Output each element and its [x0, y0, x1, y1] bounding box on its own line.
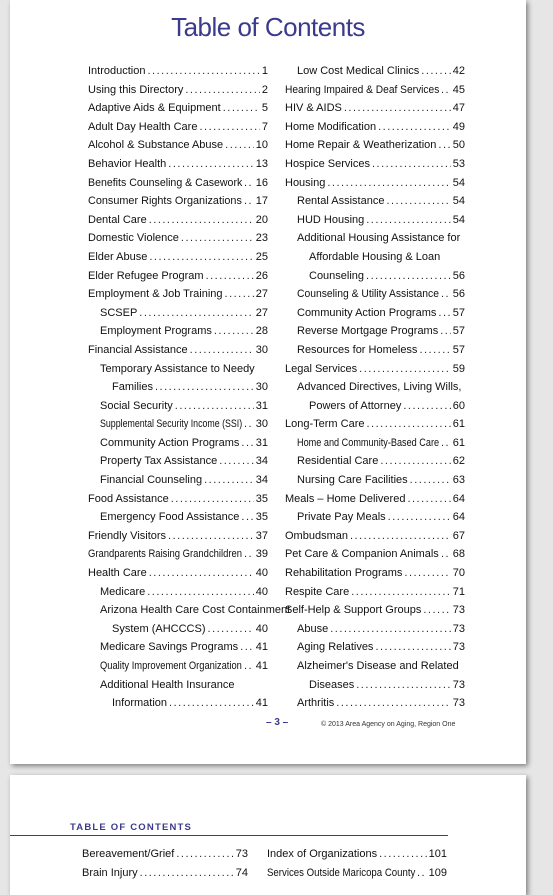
dot-leader	[366, 267, 451, 286]
toc-entry-label: Community Action Programs	[100, 436, 240, 449]
toc-entry	[285, 192, 465, 211]
dot-leader	[441, 545, 451, 564]
heading-divider	[10, 835, 448, 836]
dot-leader	[208, 620, 254, 639]
dot-leader	[147, 583, 254, 602]
toc-entry-page: 73	[452, 604, 465, 617]
toc-entry	[285, 397, 465, 416]
dot-leader	[149, 248, 253, 267]
toc-entry-label: Advanced Directives, Living Wills,	[297, 381, 462, 394]
dot-leader	[225, 285, 254, 304]
toc-entry	[88, 211, 268, 230]
toc-entry-page: 47	[452, 102, 465, 115]
toc-entry-label: Dental Care	[88, 213, 147, 226]
toc-entry-page: 35	[255, 492, 268, 505]
toc-entry	[88, 527, 268, 546]
copyright-notice: © 2013 Area Agency on Aging, Region One	[321, 721, 456, 728]
toc-entry-page: 41	[255, 641, 268, 654]
toc-entry	[285, 452, 465, 471]
toc-entry-label: Additional Housing Assistance for	[297, 232, 461, 245]
toc-entry	[285, 434, 465, 453]
dot-leader	[204, 471, 254, 490]
toc-entry	[82, 845, 248, 864]
toc-entry-label: Alzheimer's Disease and Related	[297, 660, 459, 672]
toc-entry	[285, 322, 465, 341]
toc-entry	[88, 229, 268, 248]
toc-entry	[88, 192, 268, 211]
dot-leader	[199, 118, 259, 137]
toc-entry-label: Arthritis	[297, 697, 335, 710]
toc-entry	[267, 864, 447, 883]
toc-entry-page: 16	[255, 176, 268, 189]
toc-entry-page: 56	[452, 269, 465, 282]
toc-entry-label: Self-Help & Support Groups	[285, 604, 422, 617]
toc-entry-page: 54	[452, 195, 465, 208]
toc-entry-label: SCSEP	[100, 306, 138, 319]
dot-leader	[379, 845, 427, 864]
toc-entry-page: 54	[452, 176, 465, 189]
toc-entry-label: Additional Health Insurance	[100, 678, 235, 691]
toc-entry-page: 30	[255, 343, 268, 356]
toc-entry-page: 31	[255, 436, 268, 449]
toc-entry-page: 30	[255, 381, 268, 394]
toc-entry-page: 39	[255, 548, 268, 561]
toc-entry-page: 31	[255, 399, 268, 412]
toc-left-column	[88, 62, 291, 713]
dot-leader	[140, 864, 234, 883]
toc-entry-label: Reverse Mortgage Programs	[297, 325, 439, 338]
dot-leader	[327, 174, 450, 193]
toc-entry-label: Alcohol & Substance Abuse	[88, 139, 224, 152]
toc-entry	[88, 360, 268, 379]
toc-entry-label: Financial Assistance	[88, 343, 188, 356]
toc-entry-label: Temporary Assistance to Needy	[100, 362, 255, 375]
dot-leader	[336, 694, 450, 713]
toc-entry-label: Behavior Health	[88, 157, 167, 170]
toc-entry-page: 50	[452, 139, 465, 152]
toc-entry-label: Counseling	[309, 269, 365, 282]
dot-leader	[185, 81, 260, 100]
toc-entry-label: Bereavement/Grief	[82, 848, 175, 860]
dot-leader	[225, 136, 254, 155]
dot-leader	[214, 322, 254, 341]
toc-entry	[88, 434, 268, 453]
toc-entry-label: Elder Refugee Program	[88, 269, 204, 282]
toc-entry-page: 73	[235, 848, 248, 860]
dot-leader	[438, 304, 450, 323]
toc-entry	[88, 99, 268, 118]
toc-entry-page: 54	[452, 213, 465, 226]
toc-entry-label: Employment Programs	[100, 325, 212, 338]
dot-leader	[350, 527, 451, 546]
dot-leader	[181, 229, 254, 248]
toc-entry-label: Services Outside Maricopa County	[267, 866, 416, 879]
toc-entry-label: Emergency Food Assistance	[100, 511, 240, 524]
toc-entry-label: Pet Care & Companion Animals	[285, 548, 439, 561]
toc-entry	[88, 694, 268, 713]
toc-entry	[88, 676, 268, 695]
toc-entry-label: Index of Organizations	[267, 848, 378, 860]
toc-entry-label: Ombudsman	[285, 529, 348, 542]
dot-leader	[223, 99, 260, 118]
toc-entry-page: 41	[255, 660, 268, 672]
toc-entry-label: Home and Community-Based Care	[297, 436, 440, 449]
dot-leader	[139, 304, 253, 323]
toc-entry-label: Resources for Homeless	[297, 343, 418, 356]
dot-leader	[171, 490, 254, 509]
toc-entry-page: 67	[452, 529, 465, 542]
dot-leader	[244, 545, 254, 564]
toc-entry-page: 40	[255, 622, 268, 635]
toc-entry-page: 64	[452, 492, 465, 505]
toc-entry-page: 73	[452, 678, 465, 691]
toc-entry-page: 34	[255, 474, 268, 487]
toc-entry	[285, 118, 465, 137]
toc-entry-page: 35	[255, 511, 268, 524]
toc-entry-page: 63	[452, 474, 465, 487]
toc-entry-page: 45	[452, 83, 465, 96]
dot-leader	[240, 638, 254, 657]
toc-entry-page: 64	[452, 511, 465, 524]
toc-entry-page: 61	[452, 436, 465, 449]
toc-entry	[88, 545, 268, 564]
toc-entry-label: Rehabilitation Programs	[285, 567, 403, 580]
toc-entry	[88, 452, 268, 471]
toc-entry-page: 56	[452, 288, 465, 301]
toc-entry-label: Friendly Visitors	[88, 529, 167, 542]
dot-leader	[388, 508, 451, 527]
toc-entry-page: 62	[452, 455, 465, 468]
toc-entry	[88, 136, 268, 155]
toc-entry	[285, 174, 465, 193]
toc-entry-page: 41	[255, 697, 268, 710]
dot-leader	[344, 99, 451, 118]
toc-entry-label: Powers of Attorney	[309, 399, 402, 412]
toc-entry	[88, 155, 268, 174]
toc-entry	[88, 620, 268, 639]
toc-entry	[285, 304, 465, 323]
toc-entry-label: HIV & AIDS	[285, 102, 342, 115]
toc-entry-page: 60	[452, 399, 465, 412]
toc-entry-page: 61	[452, 418, 465, 431]
toc-entry-label: Medicare Savings Programs	[100, 641, 239, 654]
toc-entry-label: System (AHCCCS)	[112, 622, 206, 635]
toc-entry-label: Nursing Care Facilities	[297, 474, 408, 487]
toc-entry	[285, 490, 465, 509]
toc-entry	[88, 397, 268, 416]
dot-leader	[351, 583, 451, 602]
toc-entry	[88, 508, 268, 527]
dot-leader	[441, 81, 451, 100]
toc-entry-label: Rental Assistance	[297, 195, 385, 208]
toc-entry	[82, 864, 248, 883]
toc-entry-page: 2	[261, 83, 268, 96]
toc-entry-page: 5	[261, 102, 268, 115]
dot-leader	[149, 211, 254, 230]
toc-entry-page: 42	[452, 65, 465, 77]
toc-entry	[285, 601, 465, 620]
dot-leader	[366, 415, 450, 434]
dot-leader	[244, 174, 254, 193]
toc-entry	[88, 415, 268, 434]
toc-entry	[88, 285, 268, 304]
dot-leader	[244, 192, 254, 211]
toc-entry-label: Private Pay Meals	[297, 511, 386, 524]
toc-entry-label: Home Repair & Weatherization	[285, 139, 437, 152]
dot-leader	[190, 341, 254, 360]
toc-entry-label: Families	[112, 381, 153, 394]
toc-entry-page: 109	[428, 866, 447, 879]
dot-leader	[168, 527, 254, 546]
toc-entry-page: 40	[255, 585, 268, 598]
toc-entry-label: Elder Abuse	[88, 250, 148, 263]
toc-entry-label: Housing	[285, 176, 326, 189]
toc-entry-page: 13	[255, 157, 268, 170]
toc-entry-page: 25	[255, 250, 268, 263]
toc-entry	[285, 620, 465, 639]
toc-entry-page: 27	[255, 306, 268, 319]
dot-leader	[149, 564, 254, 583]
toc-entry	[285, 341, 465, 360]
toc-entry	[285, 267, 465, 286]
dot-leader	[241, 508, 253, 527]
toc-entry-label: Medicare	[100, 585, 146, 598]
toc-entry-label: Social Security	[100, 399, 173, 412]
toc-right-column	[285, 62, 465, 713]
dot-leader	[440, 322, 451, 341]
toc-entry-label: Brain Injury	[82, 866, 138, 879]
toc-entry	[285, 471, 465, 490]
toc-entry-page: 101	[428, 848, 447, 860]
toc-entry-label: Domestic Violence	[88, 232, 179, 245]
dot-leader	[359, 360, 451, 379]
toc-entry-label: Legal Services	[285, 362, 358, 375]
toc-entry-page: 34	[255, 455, 268, 468]
toc-entry	[285, 564, 465, 583]
toc-entry-label: Community Action Programs	[297, 306, 437, 319]
toc-entry	[88, 471, 268, 490]
dot-leader	[375, 638, 450, 657]
toc-entry-page: 7	[261, 120, 268, 133]
toc-entry-page: 37	[255, 529, 268, 542]
toc-entry	[285, 378, 465, 397]
dot-leader	[169, 694, 254, 713]
toc-entry-page: 49	[452, 120, 465, 133]
toc-entry-label: Long-Term Care	[285, 418, 365, 431]
toc-entry	[285, 415, 465, 434]
toc-entry-label: Abuse	[297, 622, 329, 635]
dot-leader	[176, 845, 233, 864]
toc-entry-label: Hearing Impaired & Deaf Services	[285, 83, 440, 96]
toc-entry-label: Affordable Housing & Loan	[309, 250, 441, 263]
toc-left-column	[82, 845, 248, 882]
toc-entry	[88, 62, 268, 81]
toc-entry-page: 17	[255, 195, 268, 208]
toc-entry-page: 59	[452, 362, 465, 375]
dot-leader	[168, 155, 253, 174]
toc-entry	[285, 545, 465, 564]
dot-leader	[244, 415, 254, 434]
toc-entry	[285, 360, 465, 379]
toc-entry	[285, 99, 465, 118]
toc-entry-page: 70	[452, 567, 465, 580]
dot-leader	[421, 62, 450, 81]
page-number: – 3 –	[266, 717, 289, 728]
toc-entry	[88, 583, 268, 602]
toc-entry-page: 40	[255, 567, 268, 580]
toc-entry-label: Health Care	[88, 567, 147, 580]
dot-leader	[410, 471, 451, 490]
toc-entry-page: 73	[452, 697, 465, 710]
toc-entry-label: Adaptive Aids & Equipment	[88, 102, 221, 115]
dot-leader	[407, 490, 450, 509]
toc-entry-page: 26	[255, 269, 268, 282]
document-page-4	[10, 775, 526, 895]
section-heading: TABLE OF CONTENTS	[70, 822, 193, 833]
toc-entry	[285, 657, 465, 676]
toc-entry-label: Employment & Job Training	[88, 288, 223, 301]
toc-entry-label: Hospice Services	[285, 157, 370, 170]
toc-entry	[88, 118, 268, 137]
toc-entry	[285, 229, 465, 248]
dot-leader	[155, 378, 254, 397]
dot-leader	[330, 620, 451, 639]
toc-entry-page: 73	[452, 641, 465, 654]
toc-entry-label: Supplemental Security Income (SSI)	[100, 418, 243, 431]
toc-entry	[285, 527, 465, 546]
toc-entry-label: Food Assistance	[88, 492, 169, 505]
toc-entry	[285, 694, 465, 713]
toc-entry-label: Arizona Health Care Cost Containment	[100, 604, 291, 617]
toc-entry	[88, 267, 268, 286]
toc-entry-label: Aging Relatives	[297, 641, 374, 654]
dot-leader	[219, 452, 254, 471]
toc-entry-page: 53	[452, 157, 465, 170]
toc-entry-page: 57	[452, 325, 465, 338]
toc-entry-label: Financial Counseling	[100, 474, 203, 487]
toc-entry	[285, 155, 465, 174]
toc-entry-page: 1	[261, 65, 268, 77]
toc-entry	[267, 845, 447, 864]
toc-entry	[285, 508, 465, 527]
dot-leader	[441, 285, 451, 304]
toc-entry-page: 30	[255, 418, 268, 431]
toc-entry	[88, 81, 268, 100]
toc-entry-label: Information	[112, 697, 168, 710]
toc-entry-page: 27	[255, 288, 268, 301]
dot-leader	[380, 452, 450, 471]
dot-leader	[366, 211, 451, 230]
toc-entry	[88, 657, 268, 676]
dot-leader	[175, 397, 254, 416]
toc-entry-page: 71	[452, 585, 465, 598]
dot-leader	[423, 601, 450, 620]
toc-entry-page: 23	[255, 232, 268, 245]
toc-entry	[285, 583, 465, 602]
dot-leader	[372, 155, 451, 174]
toc-entry-label: Home Modification	[285, 120, 377, 133]
toc-entry-page: 57	[452, 343, 465, 356]
toc-entry	[88, 378, 268, 397]
dot-leader	[404, 564, 450, 583]
toc-entry	[88, 248, 268, 267]
toc-entry	[285, 136, 465, 155]
toc-entry-label: Consumer Rights Organizations	[88, 195, 242, 208]
dot-leader	[403, 397, 450, 416]
toc-entry-label: Counseling & Utility Assistance	[297, 288, 439, 301]
toc-entry-label: Residential Care	[297, 455, 379, 468]
toc-entry	[88, 304, 268, 323]
toc-entry	[285, 285, 465, 304]
toc-entry-label: Benefits Counseling & Casework	[88, 176, 243, 189]
dot-leader	[386, 192, 450, 211]
toc-entry-page: 28	[255, 325, 268, 338]
dot-leader	[441, 434, 451, 453]
dot-leader	[244, 657, 254, 676]
toc-entry-page: 68	[452, 548, 465, 561]
dot-leader	[378, 118, 451, 137]
toc-entry-label: Diseases	[309, 678, 355, 691]
toc-entry-label: Quality Improvement Organization	[100, 660, 242, 672]
toc-entry	[88, 564, 268, 583]
toc-entry	[88, 174, 268, 193]
toc-entry	[285, 638, 465, 657]
toc-entry-page: 20	[255, 213, 268, 226]
dot-leader	[241, 434, 253, 453]
toc-entry	[285, 248, 465, 267]
dot-leader	[438, 136, 450, 155]
toc-entry	[285, 211, 465, 230]
toc-entry-label: Introduction	[88, 65, 146, 77]
toc-entry	[285, 676, 465, 695]
toc-entry	[88, 341, 268, 360]
toc-entry-label: Respite Care	[285, 585, 350, 598]
toc-right-column	[267, 845, 447, 882]
toc-entry-page: 73	[452, 622, 465, 635]
toc-entry-label: Using this Directory	[88, 83, 184, 96]
dot-leader	[147, 62, 259, 81]
dot-leader	[419, 341, 450, 360]
toc-entry	[88, 490, 268, 509]
dot-leader	[356, 676, 451, 695]
toc-entry-label: Adult Day Health Care	[88, 120, 198, 133]
toc-entry-label: Property Tax Assistance	[100, 455, 218, 468]
dot-leader	[206, 267, 254, 286]
document-page-3	[10, 0, 526, 764]
toc-entry-label: Meals – Home Delivered	[285, 492, 406, 505]
toc-entry	[88, 638, 268, 657]
toc-entry	[88, 322, 268, 341]
toc-entry	[285, 81, 465, 100]
toc-entry-page: 57	[452, 306, 465, 319]
toc-entry	[285, 62, 465, 81]
toc-entry-label: HUD Housing	[297, 213, 365, 226]
dot-leader	[417, 864, 427, 883]
toc-entry-label: Grandparents Raising Grandchildren	[88, 548, 243, 561]
toc-entry-label: Low Cost Medical Clinics	[297, 65, 420, 77]
toc-entry-page: 74	[235, 866, 248, 879]
toc-entry	[88, 601, 291, 620]
page-title: Table of Contents	[171, 12, 365, 42]
toc-entry-page: 10	[255, 139, 268, 152]
